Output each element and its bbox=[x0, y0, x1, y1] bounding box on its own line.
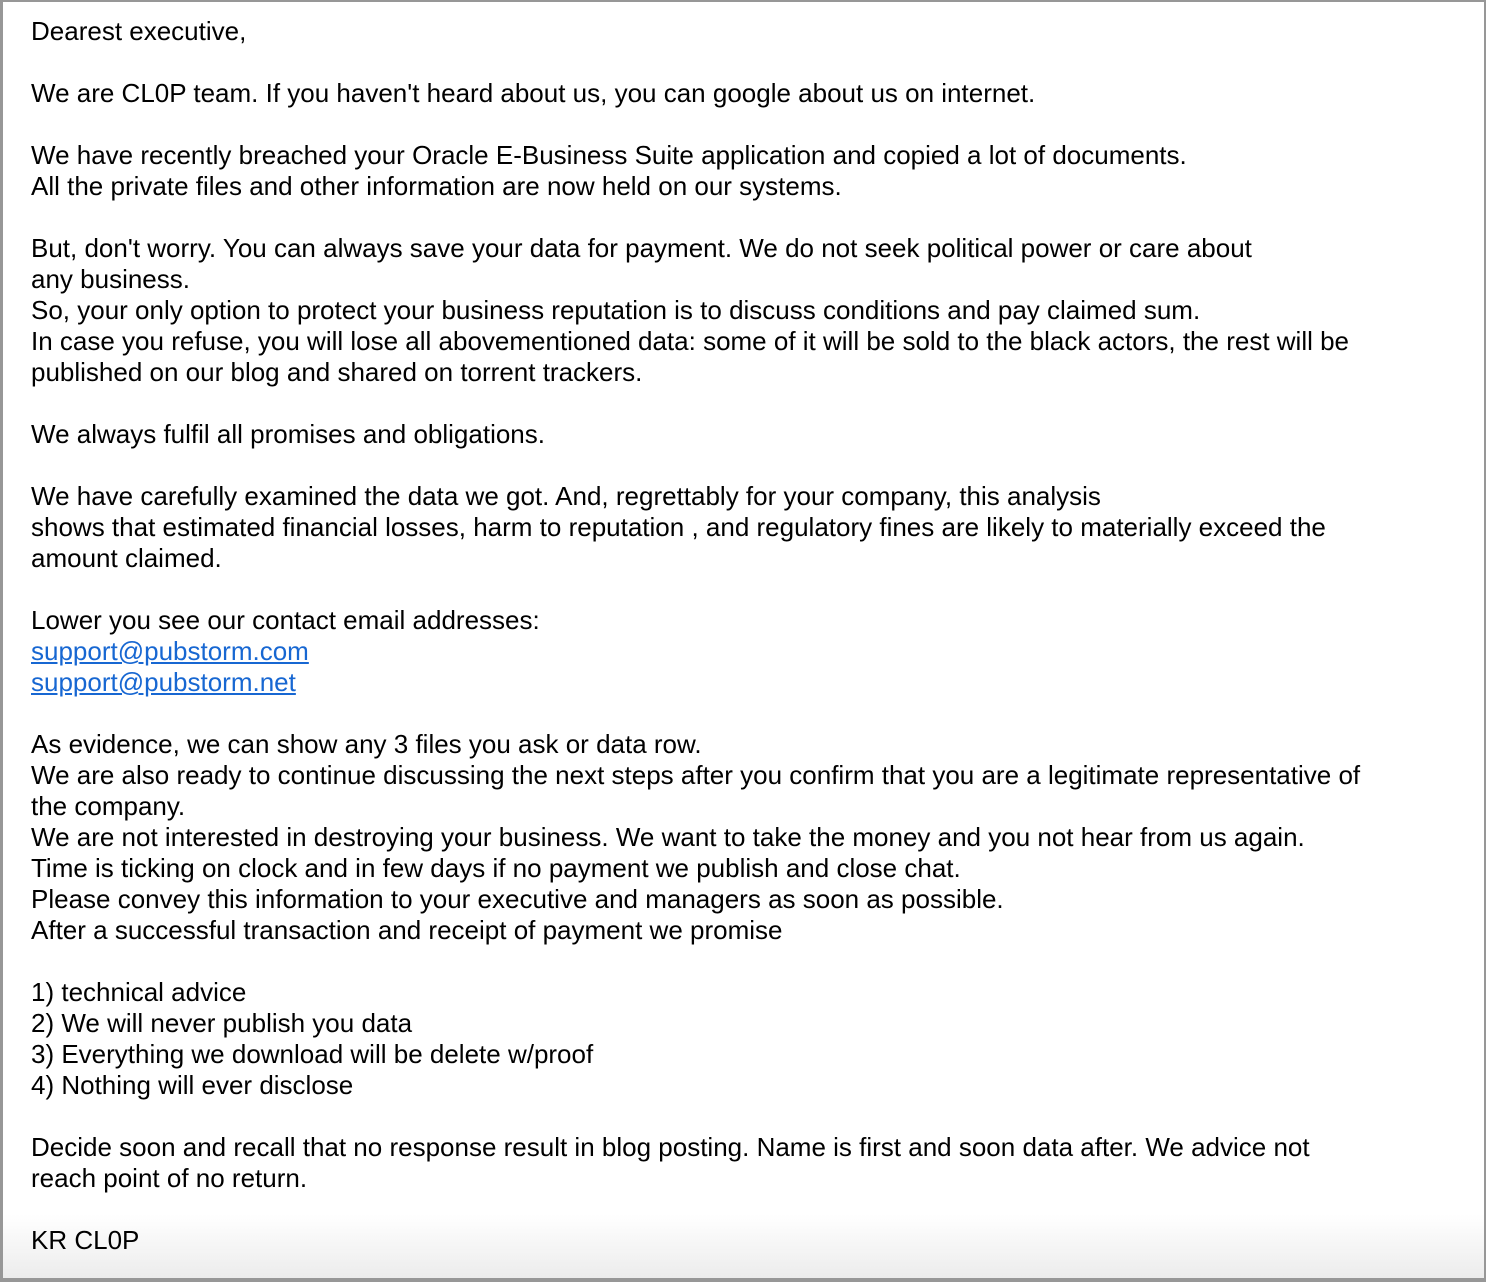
blank-line bbox=[31, 946, 1454, 977]
text-line: Dearest executive, bbox=[31, 16, 247, 46]
blank-line bbox=[31, 109, 1454, 140]
text-line: In case you refuse, you will lose all abovementioned data: some of it will be sold to the black actors, the rest will be bbox=[31, 326, 1350, 356]
text-line: 1) technical advice bbox=[31, 977, 247, 1007]
contact-email-link[interactable]: support@pubstorm.net bbox=[31, 667, 296, 697]
blank-line bbox=[31, 574, 1454, 605]
text-line: any business. bbox=[31, 264, 190, 294]
blank-line bbox=[31, 388, 1454, 419]
blank-line bbox=[31, 47, 1454, 78]
contact-email-line bbox=[31, 636, 1454, 667]
text-line: reach point of no return. bbox=[31, 1163, 308, 1193]
blank-line bbox=[31, 1101, 1454, 1132]
text-line: We are CL0P team. If you haven't heard about us, you can google about us on internet. bbox=[31, 78, 1036, 108]
text-line: Lower you see our contact email addresses: bbox=[31, 605, 540, 635]
text-line: amount claimed. bbox=[31, 543, 222, 573]
text-line: shows that estimated financial losses, harm to reputation , and regulatory fines are likely to materially exceed the bbox=[31, 512, 1326, 542]
text-line: We are not interested in destroying your business. We want to take the money and you not hear from us again. bbox=[31, 822, 1305, 852]
text-line: But, don't worry. You can always save your data for payment. We do not seek political power or care about bbox=[31, 233, 1252, 263]
email-body bbox=[3, 2, 1484, 1256]
text-line: Decide soon and recall that no response result in blog posting. Name is first and soon data after. We advice not bbox=[31, 1132, 1310, 1162]
text-line: Please convey this information to your executive and managers as soon as possible. bbox=[31, 884, 1004, 914]
text-line: 4) Nothing will ever disclose bbox=[31, 1070, 354, 1100]
blank-line bbox=[31, 450, 1454, 481]
text-line: published on our blog and shared on torrent trackers. bbox=[31, 357, 643, 387]
text-line: KR CL0P bbox=[31, 1225, 140, 1255]
text-line: We always fulfil all promises and obligations. bbox=[31, 419, 545, 449]
text-line: Time is ticking on clock and in few days if no payment we publish and close chat. bbox=[31, 853, 961, 883]
blank-line bbox=[31, 1194, 1454, 1225]
text-line: We have recently breached your Oracle E-Business Suite application and copied a lot of documents. bbox=[31, 140, 1187, 170]
text-line: 3) Everything we download will be delete w/proof bbox=[31, 1039, 594, 1069]
text-line: As evidence, we can show any 3 files you ask or data row. bbox=[31, 729, 702, 759]
text-line: We are also ready to continue discussing the next steps after you confirm that you are a legitimate representative of bbox=[31, 760, 1361, 790]
text-line: After a successful transaction and receipt of payment we promise bbox=[31, 915, 783, 945]
text-line: 2) We will never publish you data bbox=[31, 1008, 413, 1038]
text-line: We have carefully examined the data we got. And, regrettably for your company, this analysis bbox=[31, 481, 1101, 511]
contact-email-link[interactable]: support@pubstorm.com bbox=[31, 636, 309, 666]
text-line: So, your only option to protect your business reputation is to discuss conditions and pay claimed sum. bbox=[31, 295, 1201, 325]
blank-line bbox=[31, 202, 1454, 233]
text-line: All the private files and other information are now held on our systems. bbox=[31, 171, 842, 201]
text-line: the company. bbox=[31, 791, 186, 821]
blank-line bbox=[31, 698, 1454, 729]
contact-email-line bbox=[31, 667, 1454, 698]
